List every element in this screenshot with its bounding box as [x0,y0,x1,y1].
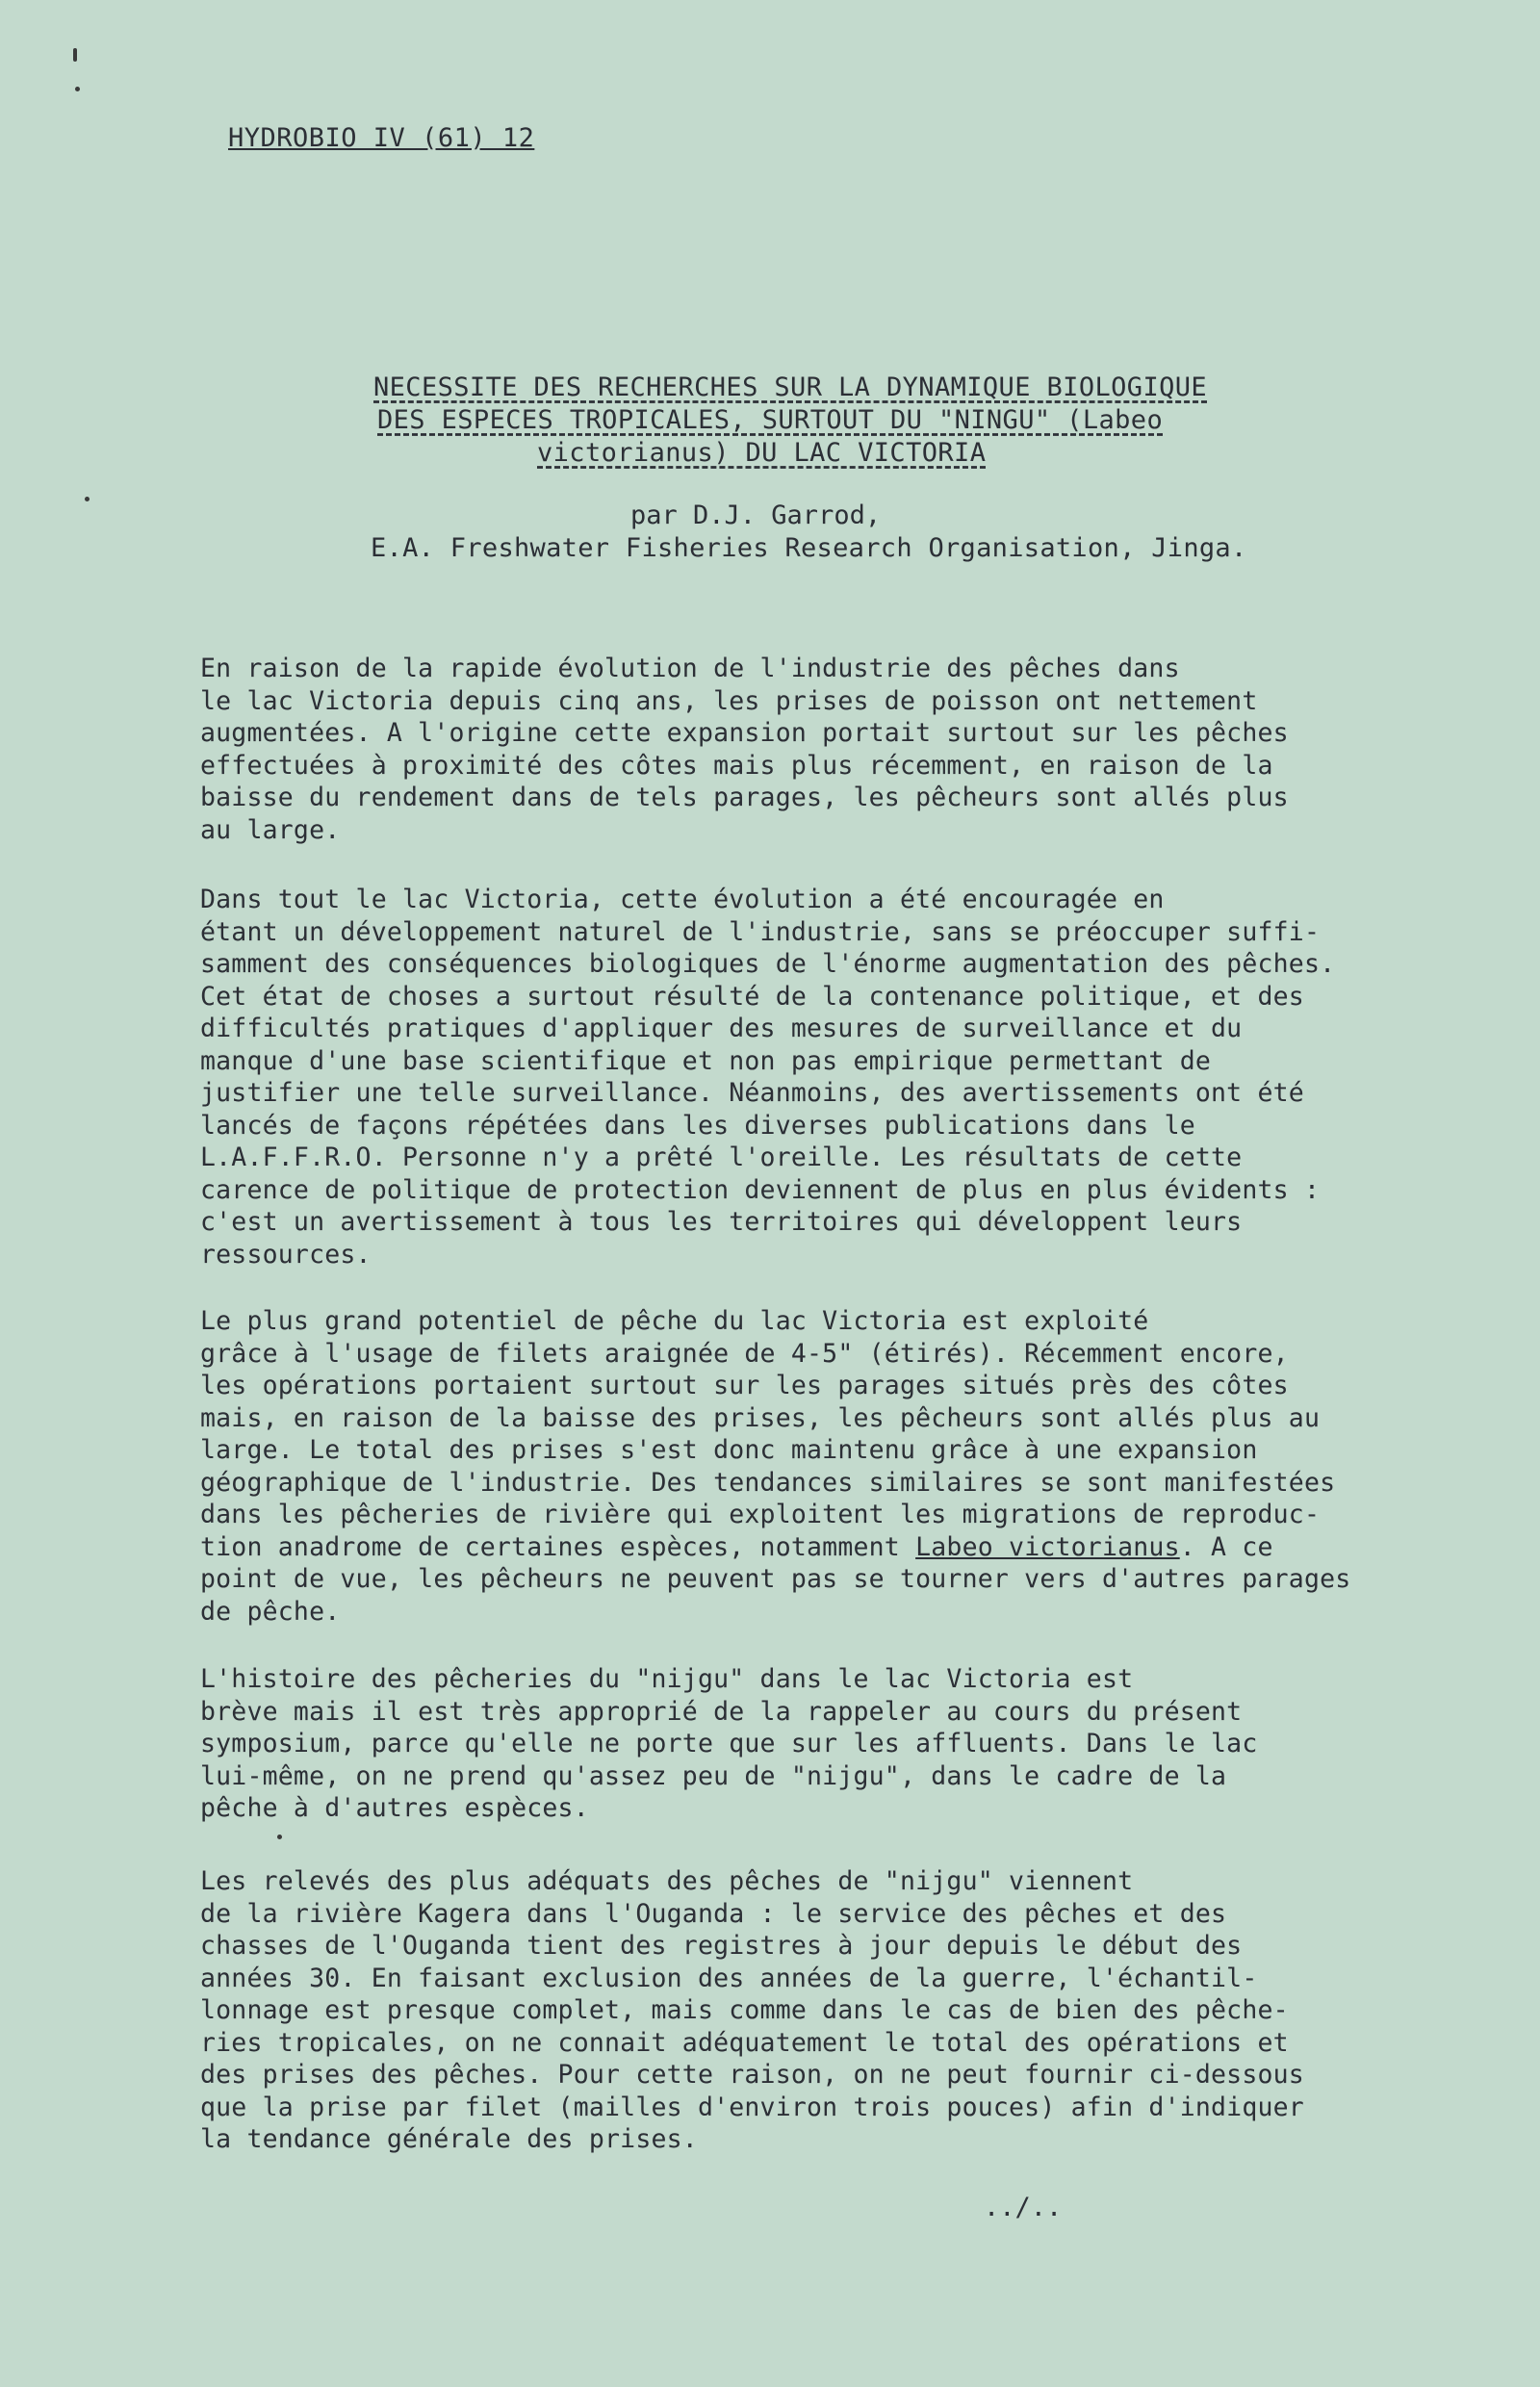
title-line-3: victorianus) DU LAC VICTORIA [537,438,987,468]
punch-mark [75,87,80,91]
ink-speck [85,497,90,501]
paragraph-1: En raison de la rapide évolution de l'industrie des pêches dans le lac Victoria depuis cinq ans, les prises de poisson ont nettement augmentées. A l'origine cette expansion portait surtout sur les pêches effectuées à proximité des côtes mais plus récemment, en raison de la baisse du rendement dans de tels parages, les pêcheurs sont allés plus au large. [200,654,1289,845]
document-reference: HYDROBIO IV (61) 12 [228,123,535,153]
species-name: Labeo victorianus [915,1531,1180,1562]
paragraph-3-part-b: . A ce point de vue, les pêcheurs ne peuvent pas se tourner vers d'autres parages de pêche. [200,1531,1351,1627]
ink-speck [277,1835,282,1839]
paragraph-5: Les relevés des plus adéquats des pêches de "nijgu" viennent de la rivière Kagera dans l'Ouganda : le service des pêches et des chasses de l'Ouganda tient des registres à jour depuis le début des années 30. En faisant exclusion des années de la guerre, l'échantil- lonnage est presque complet, mais comme dans le cas de bien des pêche- ries tropicales, on ne connait adéquatement le total des opérations et des prises des pêches. Pour cette raison, on ne peut fournir ci-dessous que la prise par filet (mailles d'environ trois pouces) afin d'indiquer la tendance générale des prises. [200,1866,1304,2154]
author-line: par D.J. Garrod, [630,500,882,530]
paragraph-3-part-a: Le plus grand potentiel de pêche du lac Victoria est exploité grâce à l'usage de filets araignée de 4-5" (étirés). Récemment encore, les opérations portaient surtout sur les parages situés près des côtes mais, en raison de la baisse des prises, les pêcheurs sont allés plus au large. Le total des prises s'est donc maintenu grâce à une expansion géographique de l'industrie. Des tendances similaires se sont manifestées dans les pêcheries de rivière qui exploitent les migrations de reproduc- tion anadrome de certaines espèces, notamment [200,1306,1336,1562]
title-line-1: NECESSITE DES RECHERCHES SUR LA DYNAMIQUE BIOLOGIQUE [373,372,1208,402]
title-line-2: DES ESPECES TROPICALES, SURTOUT DU "NINGU" (Labeo [377,405,1164,435]
paragraph-2: Dans tout le lac Victoria, cette évolution a été encouragée en étant un développement naturel de l'industrie, sans se préoccuper suffi- samment des conséquences biologiques de l'énorme augmentation des pêches. Cet état de choses a surtout résulté de la contenance politique, et des difficultés pratiques d'appliquer des mesures de surveillance et du manque d'une base scientifique et non pas empirique permettant de justifier une telle surveillance. Néanmoins, des avertissements ont été lancés de façons répétées dans les diverses publications dans le L.A.F.F.R.O. Personne n'y a prêté l'oreille. Les résultats de cette carence de politique de protection deviennent de plus en plus évidents : c'est un avertissement à tous les territoires qui développent leurs ressources. [200,885,1336,1270]
organisation-line: E.A. Freshwater Fisheries Research Organisation, Jinga. [371,533,1247,563]
paragraph-4: L'histoire des pêcheries du "nijgu" dans le lac Victoria est brève mais il est très approprié de la rappeler au cours du présent symposium, parce qu'elle ne porte que sur les affluents. Dans le lac lui-même, on ne prend qu'assez peu de "nijgu", dans le cadre de la pêche à d'autres espèces. [200,1664,1258,1823]
punch-mark [73,48,77,62]
paragraph-3 [200,1305,1403,1628]
continuation-mark: ../.. [984,2193,1063,2222]
